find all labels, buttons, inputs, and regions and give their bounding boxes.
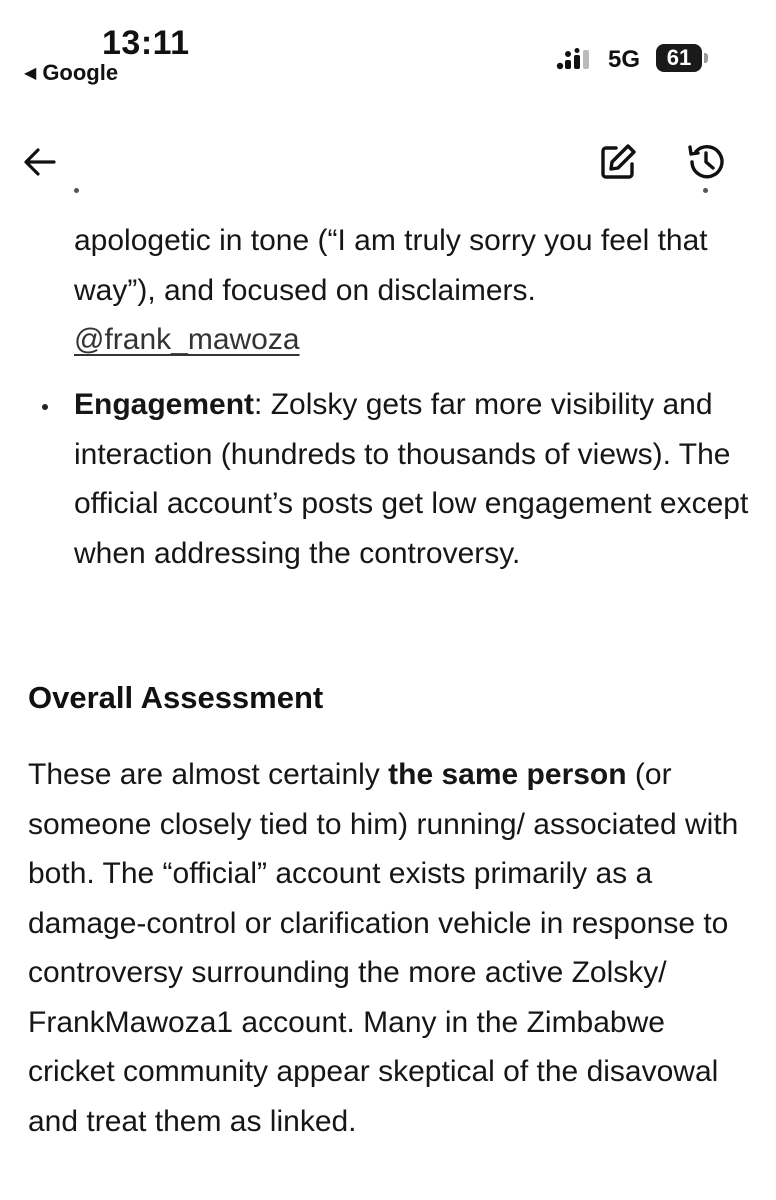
overall-paragraph [28,750,758,1146]
clipped-text-line [74,188,724,204]
engagement-list-item [74,380,754,578]
engagement-label: Engagement [74,388,255,421]
disclaimer-paragraph [74,216,754,365]
overall-text-end: (or someone closely tied to him) running/ associated with both. The “official” account exists primarily as a damage-control or clarification vehicle in response to controversy surrounding the more active Zolsky/ FrankMawoza1 account. Many in the Zimbabwe cricket community appear skeptical of the disavowal and treat them as linked. [28,758,739,1138]
back-to-app-link[interactable] [24,60,118,86]
signal-icon [556,48,596,70]
battery-icon [656,44,702,72]
disclaimer-text: apologetic in tone (“I am truly sorry you feel that way”), and focused on disclaimers. [74,224,708,307]
bullet-icon [42,404,48,410]
battery-cap [704,53,708,63]
status-time: 13:11 [102,24,190,62]
network-type: 5G [608,46,641,73]
back-triangle-icon: ◀ [24,65,37,82]
battery-level: 61 [666,45,692,70]
mention-link[interactable]: @frank_mawoza [74,323,300,356]
back-button[interactable] [16,138,64,186]
edit-icon [598,142,638,182]
edit-button[interactable] [594,138,642,186]
section-heading: Overall Assessment [28,680,324,715]
status-bar [0,0,776,100]
overall-bold-text: the same person [388,758,627,791]
engagement-text: : Zolsky gets far more visibility and interaction (hundreds to thousands of views). The official account’s posts get low engagement except when addressing the controversy. [74,388,749,570]
history-icon [685,141,727,183]
arrow-left-icon [22,144,58,180]
overall-text-start: These are almost certainly [28,758,389,791]
back-app-label: Google [42,60,119,85]
toolbar [0,130,776,190]
history-button[interactable] [682,138,730,186]
